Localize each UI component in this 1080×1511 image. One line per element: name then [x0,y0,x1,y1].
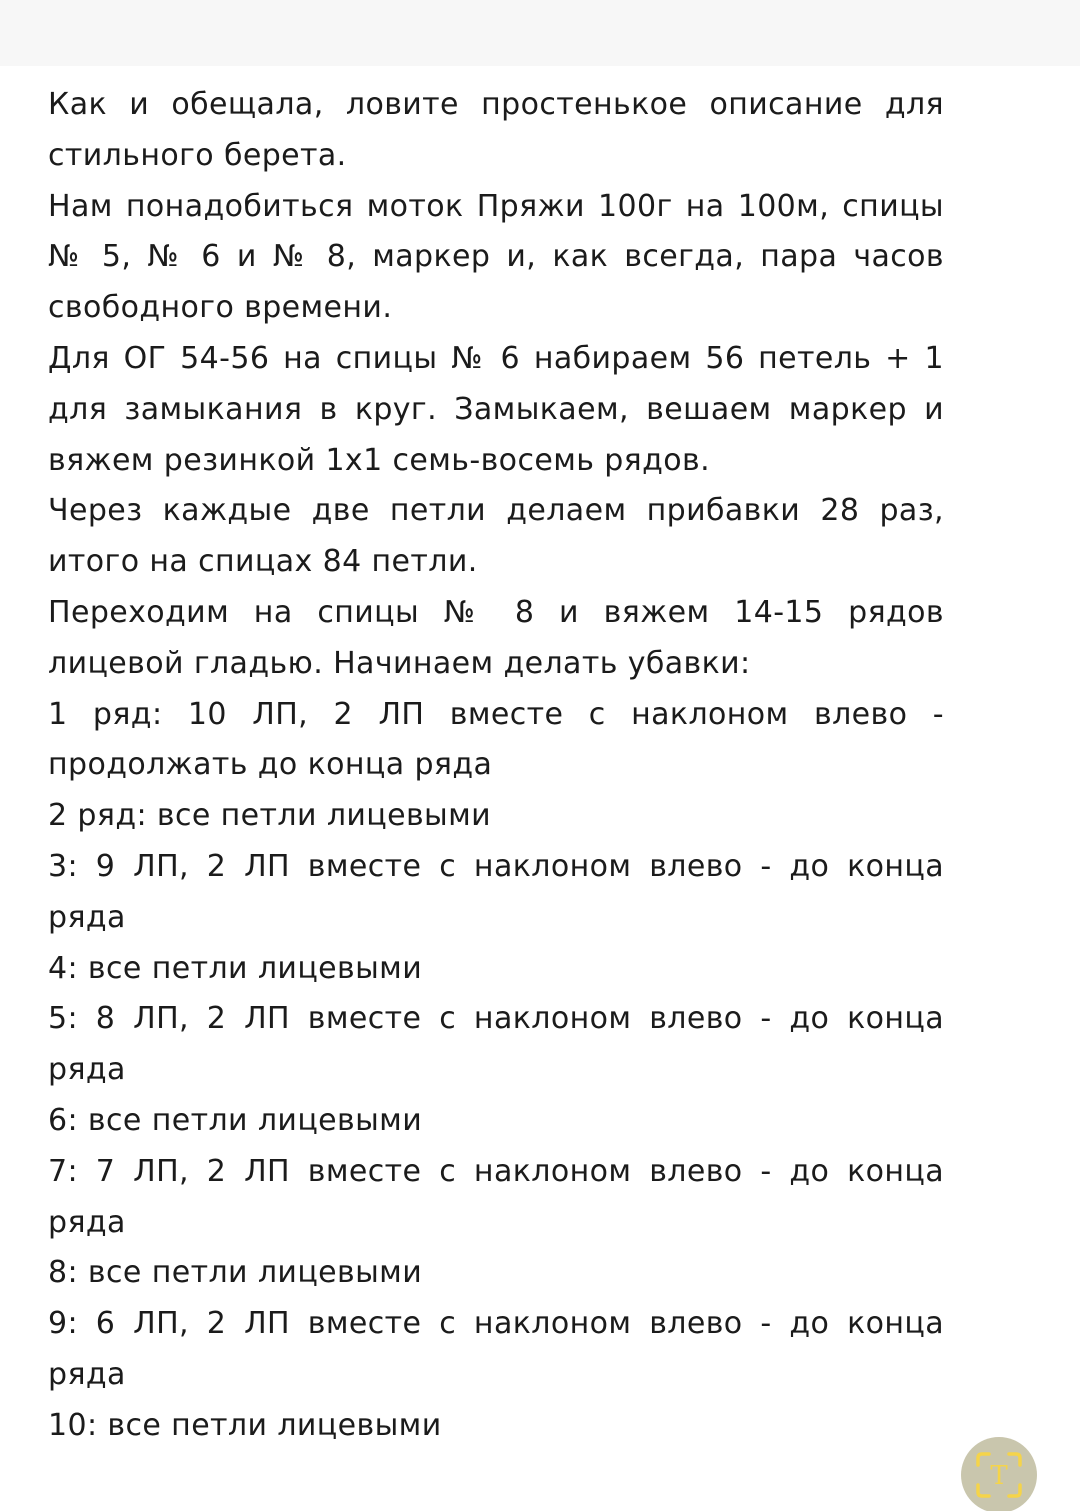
text-scan-glyph: T [990,1461,1008,1491]
instruction-row-7: 7: 7 ЛП, 2 ЛП вместе с наклоном влево - до конца ряда [48,1153,944,1240]
paragraph-cast-on: Для ОГ 54-56 на спицы № 6 набираем 56 петель + 1 для замыкания в круг. Замыкаем, вешаем маркер и вяжем резинкой 1х1 семь-восемь рядов. [48,340,944,478]
paragraph-increases: Через каждые две петли делаем прибавки 28 раз, итого на спицах 84 петли. [48,493,944,580]
instruction-row-3: 3: 9 ЛП, 2 ЛП вместе с наклоном влево - до конца ряда [48,848,944,935]
instruction-row-10: 10: все петли лицевыми [48,1407,442,1443]
instruction-row-2: 2 ряд: все петли лицевыми [48,798,492,834]
text-recognition-button[interactable] [961,1437,1037,1511]
instruction-row-9: 9: 6 ЛП, 2 ЛП вместе с наклоном влево - до конца ряда [48,1306,944,1392]
top-bar [0,0,1080,66]
paragraph-intro: Как и обещала, ловите простенькое описание для стильного берета. [48,87,944,173]
instruction-row-1: 1 ряд: 10 ЛП, 2 ЛП вместе с наклоном влево - продолжать до конца ряда [48,696,944,783]
paragraph-stockinette: Переходим на спицы № 8 и вяжем 14-15 рядов лицевой гладью. Начинаем делать убавки: [48,594,944,681]
instruction-row-4: 4: все петли лицевыми [48,950,423,986]
paragraph-materials: Нам понадобиться моток Пряжи 100г на 100м, спицы № 5, № 6 и № 8, маркер и, как всегда, пара часов свободного времени. [48,188,944,326]
instruction-row-6: 6: все петли лицевыми [48,1102,423,1138]
knitting-instructions [48,80,944,1452]
text-scan-icon [974,1450,1024,1500]
instruction-row-8: 8: все петли лицевыми [48,1255,423,1291]
instruction-row-5: 5: 8 ЛП, 2 ЛП вместе с наклоном влево - до конца ряда [48,1001,944,1088]
